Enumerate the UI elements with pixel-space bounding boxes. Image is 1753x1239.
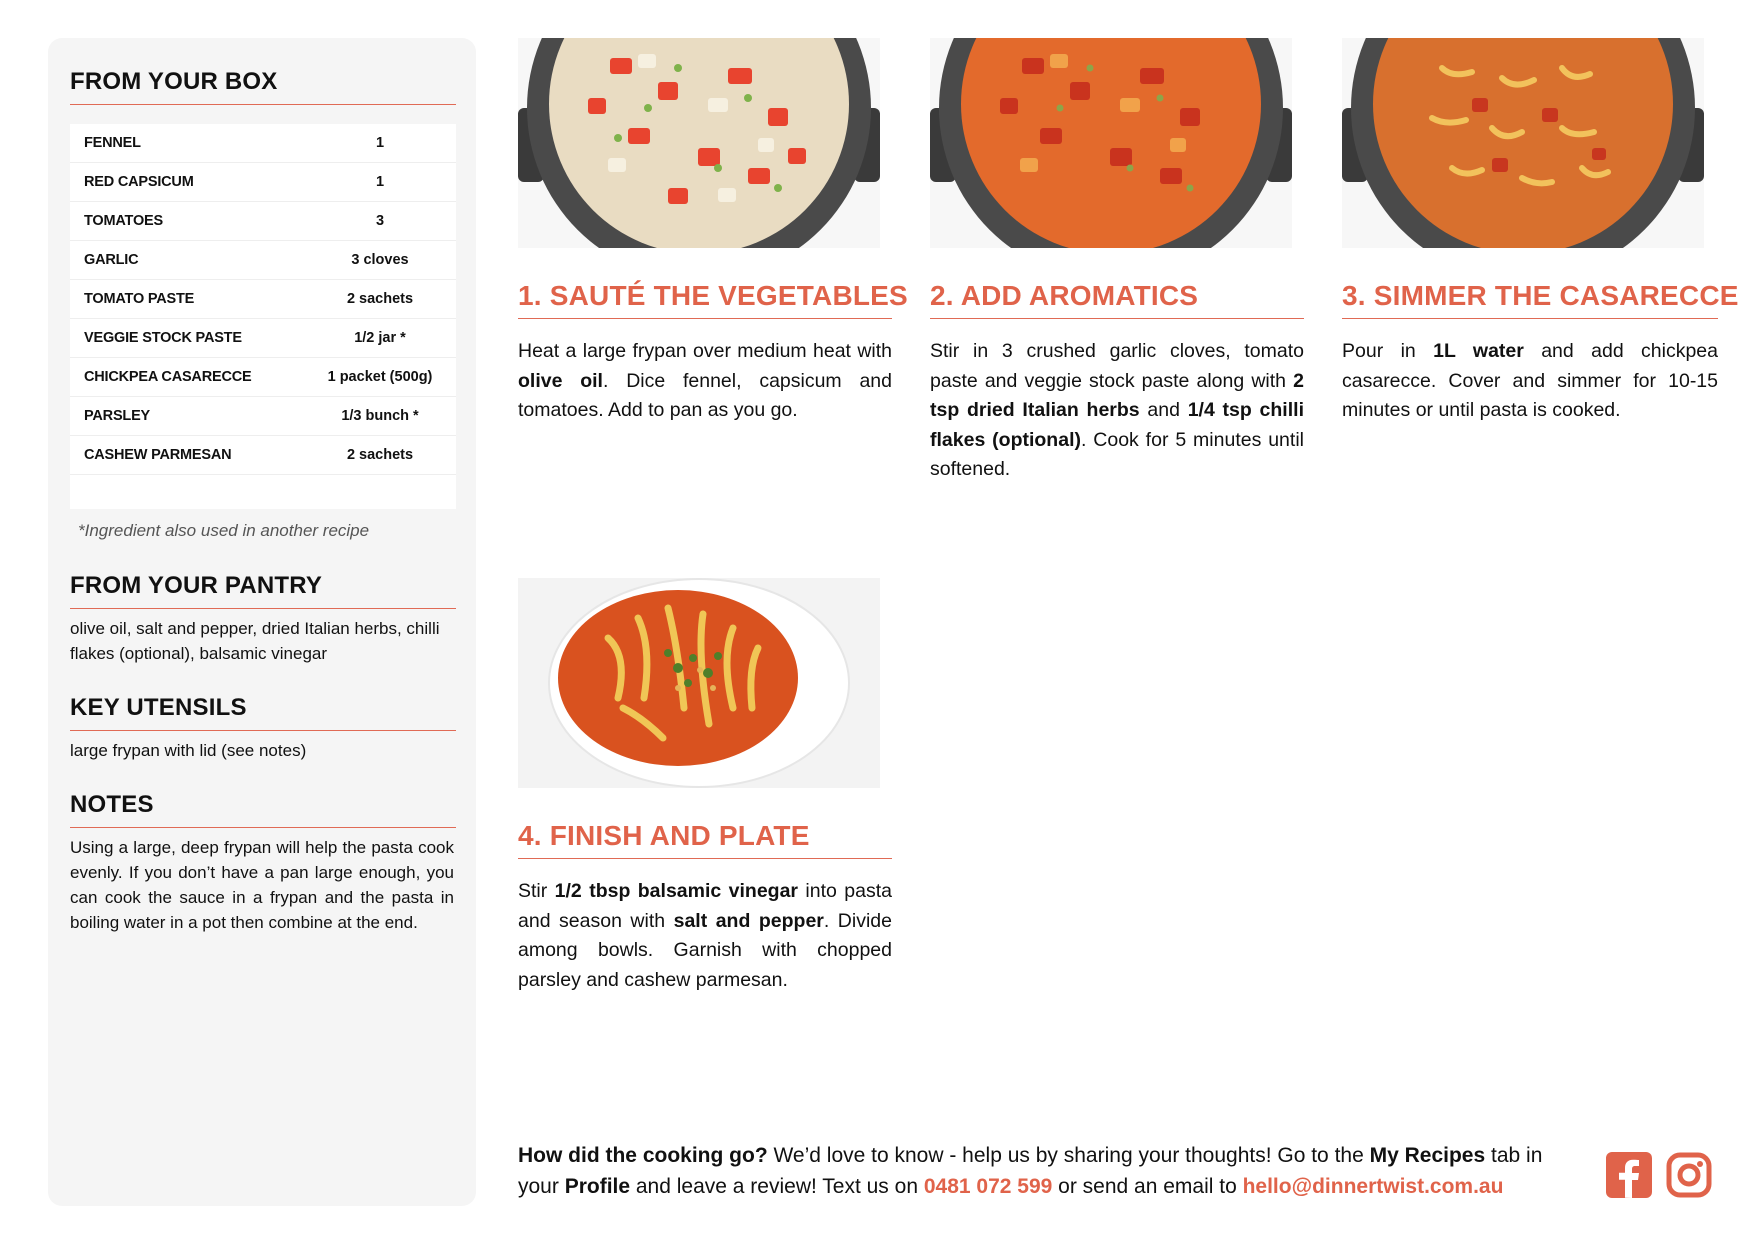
- feedback-question: How did the cooking go?: [518, 1144, 768, 1167]
- step-4-photo: [518, 578, 880, 788]
- ingredient-name: PARSLEY: [84, 408, 151, 424]
- ingredient-name: CHICKPEA CASARECCE: [84, 369, 252, 385]
- ingredient-name: VEGGIE STOCK PASTE: [84, 330, 242, 346]
- notes-text: Using a large, deep frypan will help the pasta cook evenly. If you don’t have a pan large enough, you can cook the sauce in a frypan and the pasta in boiling water in a pot then combine at the end.: [70, 838, 454, 932]
- ingredient-qty: 3: [375, 213, 385, 229]
- ingredient-qty: 1: [375, 135, 385, 151]
- ingredient-row: [70, 163, 456, 202]
- sidebar-panel: [48, 38, 476, 1206]
- from-your-pantry-heading: FROM YOUR PANTRY: [70, 572, 456, 609]
- ingredient-qty: 1: [375, 174, 385, 190]
- ingredient-name: GARLIC: [84, 252, 139, 268]
- ingredient-name: FENNEL: [84, 135, 141, 151]
- ingredient-qty: 1 packet (500g): [327, 369, 433, 385]
- pantry-text: olive oil, salt and pepper, dried Italian herbs, chilli flakes (optional), balsamic vinegar: [70, 619, 440, 663]
- step-2-photo: [930, 38, 1292, 248]
- ingredient-qty: 2 sachets: [346, 291, 414, 307]
- ingredient-row: [70, 319, 456, 358]
- step-2-text: Stir in 3 crushed garlic cloves, tomato paste and veggie stock paste along with 2 tsp dried Italian herbs and 1/4 tsp chilli flakes (optional). Cook for 5 minutes until softened.: [930, 340, 1304, 480]
- ingredient-name: TOMATOES: [84, 213, 163, 229]
- step-1-text: Heat a large frypan over medium heat with olive oil. Dice fennel, capsicum and tomatoes. Add to pan as you go.: [518, 340, 893, 421]
- ingredient-qty: 3 cloves: [351, 252, 409, 268]
- feedback-message: How did the cooking go? We’d love to know - help us by sharing your thoughts! Go to the My Recipes tab in your Profile and leave a review! Text us on 0481 072 599 or send an email to hello@dinnertwist.com.au: [518, 1144, 1543, 1198]
- step-4-title: 4. FINISH AND PLATE: [518, 820, 892, 859]
- step-3-text: Pour in 1L water and add chickpea casarecce. Cover and simmer for 10-15 minutes or until pasta is cooked.: [1342, 340, 1718, 421]
- from-your-box-heading: FROM YOUR BOX: [70, 68, 456, 105]
- notes-heading: NOTES: [70, 791, 456, 828]
- step-1-title: 1. SAUTÉ THE VEGETABLES: [518, 280, 892, 319]
- profile-label: Profile: [564, 1175, 631, 1198]
- ingredient-row: [70, 358, 456, 397]
- ingredient-row: [70, 241, 456, 280]
- ingredient-row: [70, 436, 456, 475]
- utensils-text: large frypan with lid (see notes): [70, 741, 307, 760]
- step-3-title: 3. SIMMER THE CASARECCE: [1342, 280, 1718, 319]
- step-4-text: Stir 1/2 tbsp balsamic vinegar into pasta and season with salt and pepper. Divide among bowls. Garnish with chopped parsley and cashew parmesan.: [518, 880, 892, 991]
- facebook-icon[interactable]: [1606, 1152, 1652, 1198]
- ingredient-row: [70, 202, 456, 241]
- step-2-title: 2. ADD AROMATICS: [930, 280, 1304, 319]
- ingredient-table: [70, 124, 456, 509]
- step-3-photo: [1342, 38, 1704, 248]
- ingredient-name: CASHEW PARMESAN: [84, 447, 232, 463]
- ingredient-row: [70, 397, 456, 436]
- ingredient-qty: 1/2 jar *: [354, 330, 406, 346]
- ingredient-row: [70, 280, 456, 319]
- phone-link[interactable]: 0481 072 599: [923, 1175, 1053, 1198]
- ingredient-name: RED CAPSICUM: [84, 174, 194, 190]
- ingredient-name: TOMATO PASTE: [84, 291, 195, 307]
- ingredient-qty: 1/3 bunch *: [341, 408, 419, 424]
- ingredient-qty: 2 sachets: [346, 447, 414, 463]
- key-utensils-heading: KEY UTENSILS: [70, 694, 456, 731]
- my-recipes-label: My Recipes: [1369, 1144, 1486, 1167]
- instagram-icon[interactable]: [1666, 1152, 1712, 1198]
- step-1-photo: [518, 38, 880, 248]
- ingredient-row: [70, 124, 456, 163]
- email-link[interactable]: hello@dinnertwist.com.au: [1242, 1175, 1504, 1198]
- ingredient-footnote: *Ingredient also used in another recipe: [78, 521, 370, 540]
